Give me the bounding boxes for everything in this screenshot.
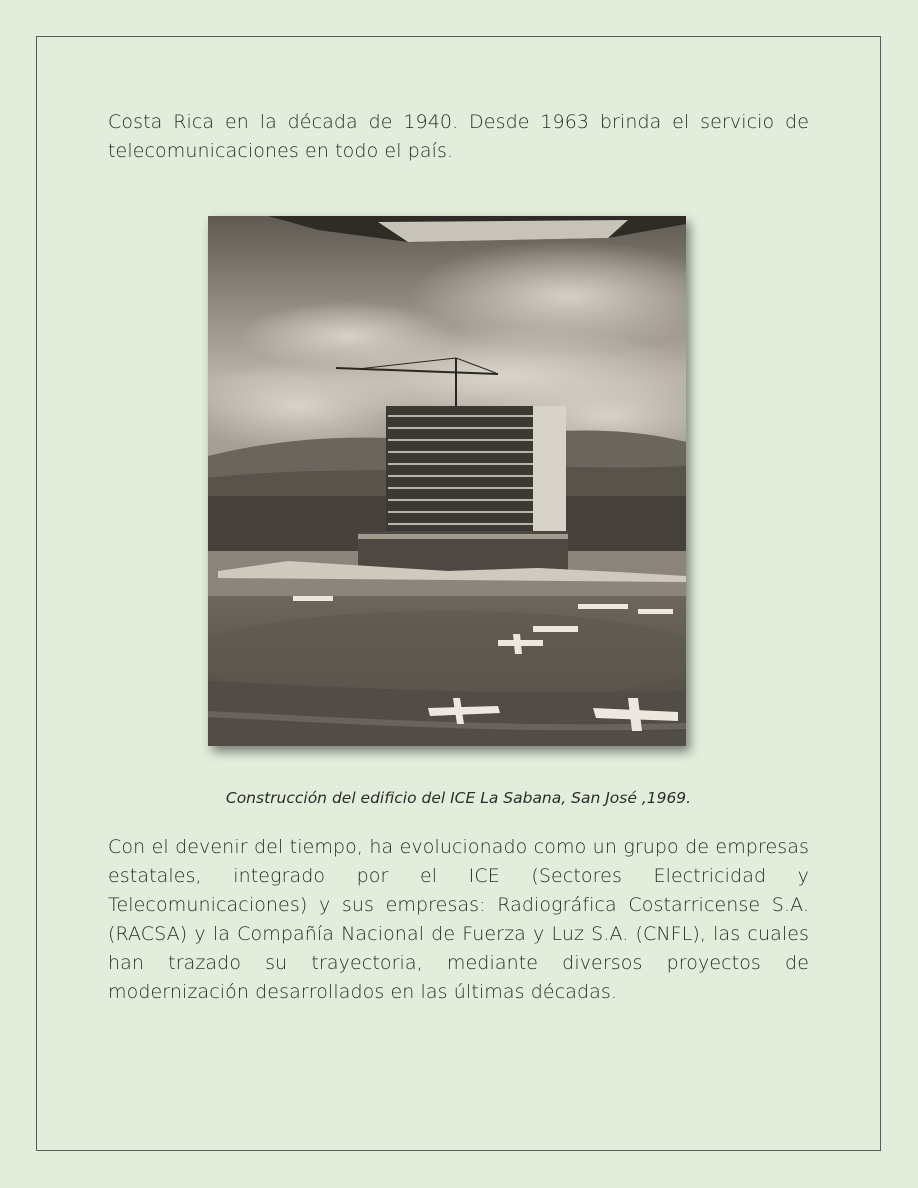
historic-photo-ice-building	[208, 216, 686, 746]
photo-caption: Construcción del edificio del ICE La Sabana, San José ,1969.	[225, 789, 692, 807]
intro-paragraph: Costa Rica en la década de 1940. Desde 1963 brinda el servicio de telecomunicaciones en todo el país.	[108, 111, 809, 162]
body-paragraph: Con el devenir del tiempo, ha evolucionado como un grupo de empresas estatales, integrado por el ICE (Sectores Electricidad y Telecomunicaciones) y sus empresas: Radiográfica Costarricense S.A. (RACSA) y la Compañía Nacional de Fuerza y Luz S.A. (CNFL), las cuales han trazado su trayectoria, mediante diversos proyectos de modernización desarrollados en las últimas décadas.	[108, 836, 809, 1003]
